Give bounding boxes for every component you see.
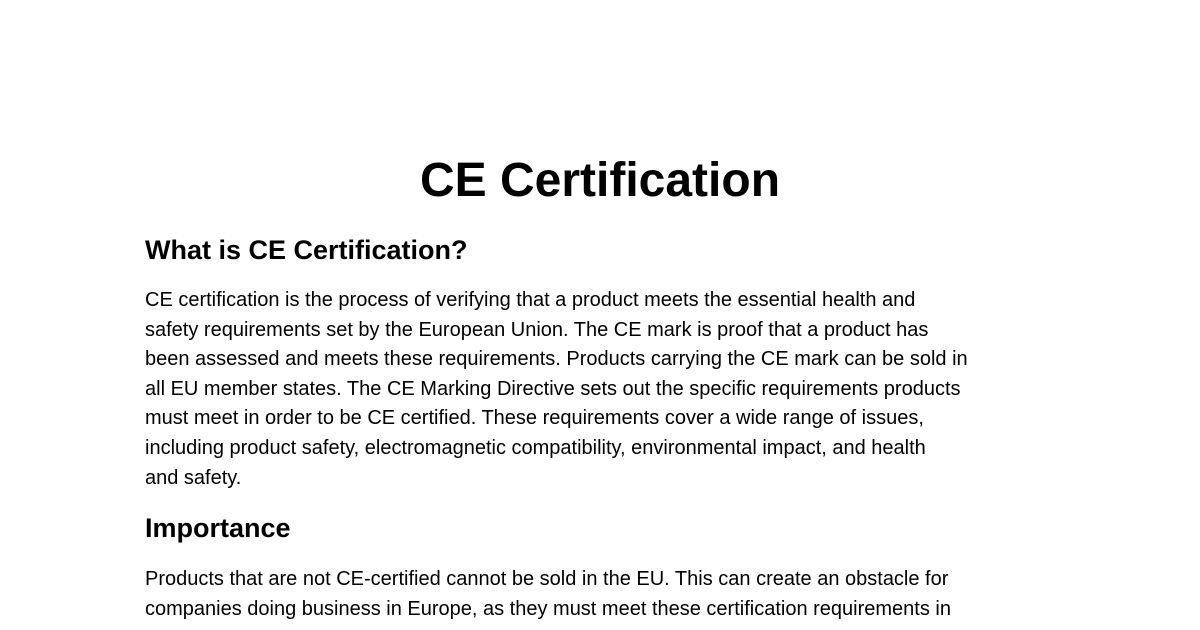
paragraph-line: all EU member states. The CE Marking Directive sets out the specific requirements products <box>145 377 961 400</box>
paragraph-line: safety requirements set by the European Union. The CE mark is proof that a product has <box>145 318 929 341</box>
paragraph-line: and safety. <box>145 466 242 489</box>
paragraph-line: companies doing business in Europe, as they must meet these certification requirements in <box>145 597 951 620</box>
paragraph-line: including product safety, electromagnetic compatibility, environmental impact, and health <box>145 436 926 459</box>
section-heading-what-is-ce: What is CE Certification? <box>145 235 468 265</box>
paragraph-line: Products that are not CE-certified cannot be sold in the EU. This can create an obstacle for <box>145 568 949 590</box>
paragraph-line: CE certification is the process of verifying that a product meets the essential health and <box>145 289 916 311</box>
document-title: CE Certification <box>419 154 781 207</box>
paragraph-importance <box>145 565 1055 624</box>
section-heading-importance: Importance <box>145 513 291 543</box>
paragraph-line: been assessed and meets these requirements. Products carrying the CE mark can be sold in <box>145 348 968 371</box>
paragraph-line: must meet in order to be CE certified. These requirements cover a wide range of issues, <box>145 407 924 430</box>
paragraph-what-is-ce <box>145 286 1055 493</box>
